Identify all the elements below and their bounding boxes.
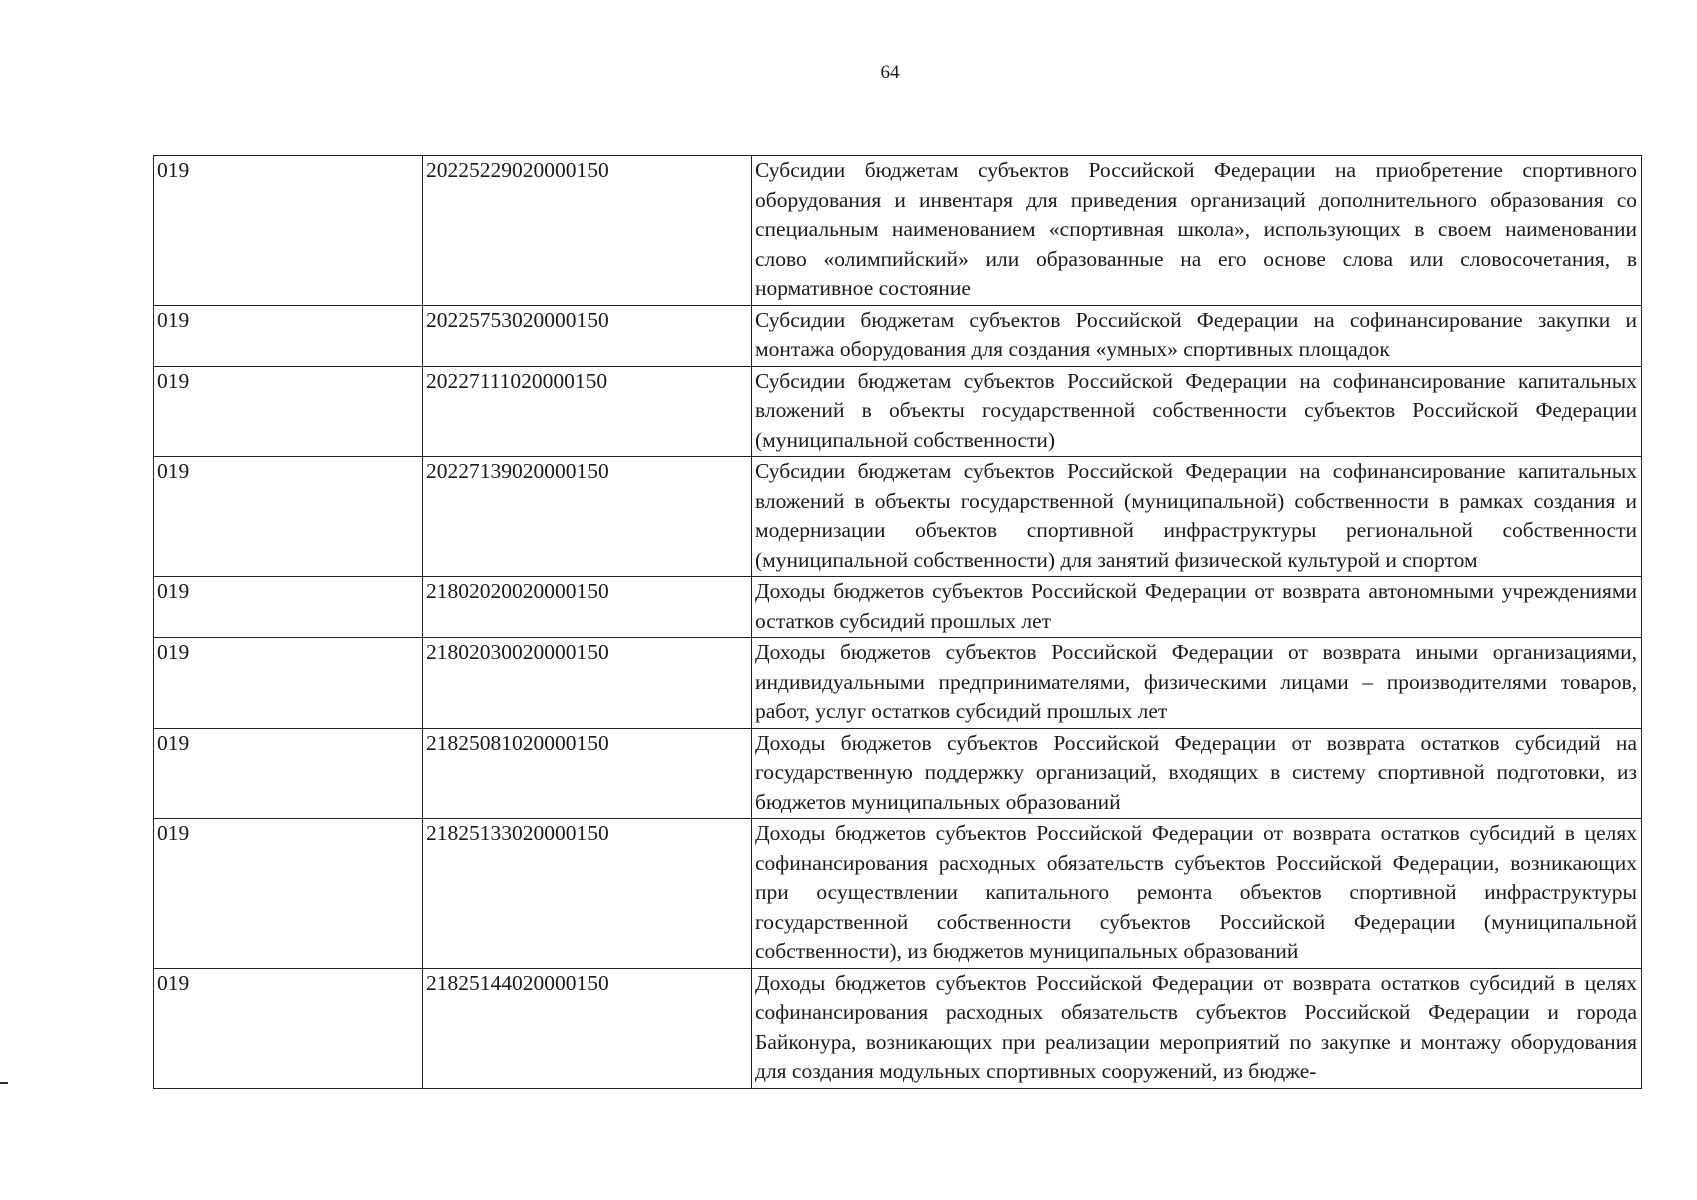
income-code-cell: 20227111020000150 (423, 366, 752, 457)
description-cell: Субсидии бюджетам субъектов Российской Федерации на софинансирование капитальных вложений в объекты государственной (муниципальной) собственности в рамках создания и модернизации объектов спортивной инфраструктуры региональной собственности (муниципальной собственности) для занятий физической культурой и спортом (752, 457, 1642, 577)
description-cell: Субсидии бюджетам субъектов Российской Федерации на софинансирование капитальных вложений в объекты государственной собственности субъектов Российской Федерации (муниципальной собственности) (752, 366, 1642, 457)
admin-code-cell: 019 (154, 577, 423, 638)
table-row (154, 728, 1642, 819)
table-row (154, 968, 1642, 1088)
income-code-cell: 21825133020000150 (423, 819, 752, 969)
description-cell: Субсидии бюджетам субъектов Российской Федерации на софинансирование закупки и монтажа оборудования для создания «умных» спортивных площадок (752, 305, 1642, 366)
admin-code-cell: 019 (154, 968, 423, 1088)
income-code-cell: 21825081020000150 (423, 728, 752, 819)
income-code-cell: 20227139020000150 (423, 457, 752, 577)
income-code-cell: 20225229020000150 (423, 156, 752, 306)
admin-code-cell: 019 (154, 728, 423, 819)
description-cell: Доходы бюджетов субъектов Российской Федерации от возврата иными организациями, индивидуальными предпринимателями, физическими лицами – производителями товаров, работ, услуг остатков субсидий прошлых лет (752, 638, 1642, 729)
admin-code-cell: 019 (154, 156, 423, 306)
income-code-cell: 21825144020000150 (423, 968, 752, 1088)
income-code-cell: 21802020020000150 (423, 577, 752, 638)
admin-code-cell: 019 (154, 638, 423, 729)
description-cell: Доходы бюджетов субъектов Российской Федерации от возврата остатков субсидий в целях софинансирования расходных обязательств субъектов Российской Федерации, возникающих при осуществлении капитального ремонта объектов спортивной инфраструктуры государственной собственности субъектов Российской Федерации (муниципальной собственности), из бюджетов муниципальных образований (752, 819, 1642, 969)
description-cell: Доходы бюджетов субъектов Российской Федерации от возврата остатков субсидий в целях софинансирования расходных обязательств субъектов Российской Федерации и города Байконура, возникающих при реализации мероприятий по закупке и монтажу оборудования для создания модульных спортивных сооружений, из бюдже- (752, 968, 1642, 1088)
admin-code-cell: 019 (154, 457, 423, 577)
table-row (154, 819, 1642, 969)
table-row (154, 305, 1642, 366)
table-row (154, 366, 1642, 457)
description-cell: Доходы бюджетов субъектов Российской Федерации от возврата автономными учреждениями остатков субсидий прошлых лет (752, 577, 1642, 638)
budget-income-table (153, 155, 1642, 1089)
table-row (154, 638, 1642, 729)
margin-mark (0, 1082, 8, 1084)
table-row (154, 457, 1642, 577)
table-row (154, 156, 1642, 306)
income-code-cell: 20225753020000150 (423, 305, 752, 366)
description-cell: Доходы бюджетов субъектов Российской Федерации от возврата остатков субсидий на государственную поддержку организаций, входящих в систему спортивной подготовки, из бюджетов муниципальных образований (752, 728, 1642, 819)
table-row (154, 577, 1642, 638)
admin-code-cell: 019 (154, 366, 423, 457)
page-number: 64 (880, 62, 900, 83)
description-cell: Субсидии бюджетам субъектов Российской Федерации на приобретение спортивного оборудования и инвентаря для приведения организаций дополнительного образования со специальным наименованием «спортивная школа», использующих в своем наименовании слово «олимпийский» или образованные на его основе слова или словосочетания, в нормативное состояние (752, 156, 1642, 306)
income-code-cell: 21802030020000150 (423, 638, 752, 729)
admin-code-cell: 019 (154, 819, 423, 969)
admin-code-cell: 019 (154, 305, 423, 366)
table-body (154, 156, 1642, 1089)
